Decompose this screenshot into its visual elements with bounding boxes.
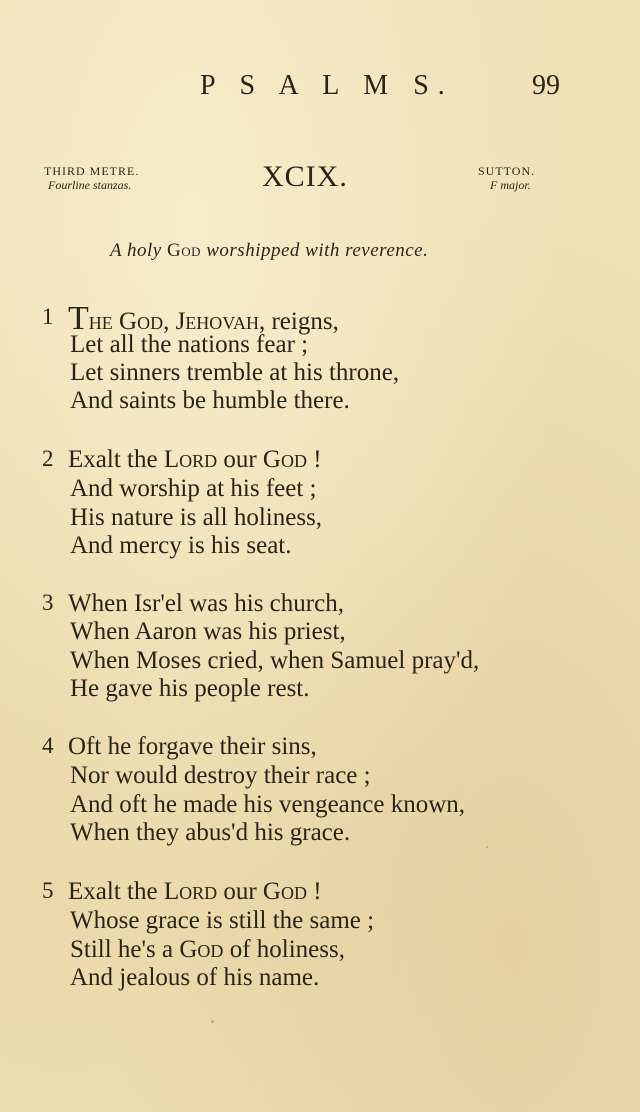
stanza-line: Exalt the Lord our God ! bbox=[68, 878, 322, 905]
psalm-subtitle bbox=[110, 240, 428, 262]
paper-speck bbox=[211, 1020, 214, 1023]
tune-line-2: F major. bbox=[490, 178, 531, 192]
book-title: P S A L M S. bbox=[200, 70, 454, 101]
stanza-number: 5 bbox=[42, 878, 54, 903]
stanza-line: Nor would destroy their race ; bbox=[70, 762, 371, 789]
stanza-line: And worship at his feet ; bbox=[70, 475, 317, 502]
psalm-number: XCIX. bbox=[262, 160, 348, 193]
meter-line-1: THIRD METRE. bbox=[44, 164, 140, 178]
subtitle-post: worshipped with reverence. bbox=[206, 240, 429, 261]
subtitle-pre: A holy bbox=[110, 240, 162, 261]
stanza-line: His nature is all holiness, bbox=[70, 504, 323, 531]
stanza-number: 2 bbox=[42, 446, 54, 471]
stanza-line: When Isr'el was his church, bbox=[68, 590, 344, 617]
stanza-line: Let all the nations fear ; bbox=[70, 331, 309, 358]
stanza-number: 3 bbox=[42, 590, 54, 615]
stanza-number: 1 bbox=[42, 304, 54, 329]
stanza-line: When Moses cried, when Samuel pray'd, bbox=[70, 647, 480, 674]
meter-line-2: Fourline stanzas. bbox=[48, 178, 132, 192]
drop-cap: T bbox=[68, 300, 89, 337]
tune-label bbox=[478, 164, 535, 192]
stanza-line: And mercy is his seat. bbox=[70, 532, 292, 559]
stanza-line: The God, Jehovah, reigns, bbox=[68, 300, 339, 337]
stanza-line: And jealous of his name. bbox=[70, 964, 320, 991]
stanza-line: Still he's a God of holiness, bbox=[70, 936, 345, 963]
subtitle-god: God bbox=[166, 240, 201, 261]
paper-speck bbox=[486, 846, 488, 848]
stanza-line: When they abus'd his grace. bbox=[70, 819, 351, 846]
tune-line-1: SUTTON. bbox=[478, 164, 536, 178]
page-number: 99 bbox=[532, 70, 560, 101]
meter-label bbox=[44, 164, 139, 192]
stanza-number: 4 bbox=[42, 733, 54, 758]
stanza-line: Whose grace is still the same ; bbox=[70, 907, 375, 934]
stanza-line: He gave his people rest. bbox=[70, 675, 310, 702]
running-head bbox=[0, 70, 640, 110]
stanza-line: When Aaron was his priest, bbox=[70, 618, 346, 645]
stanza-line: Oft he forgave their sins, bbox=[68, 733, 317, 760]
stanza-line: And saints be humble there. bbox=[70, 387, 350, 414]
stanza-line: And oft he made his vengeance known, bbox=[70, 791, 466, 818]
stanza-line: Exalt the Lord our God ! bbox=[68, 446, 322, 473]
stanza-line: Let sinners tremble at his throne, bbox=[70, 359, 400, 386]
